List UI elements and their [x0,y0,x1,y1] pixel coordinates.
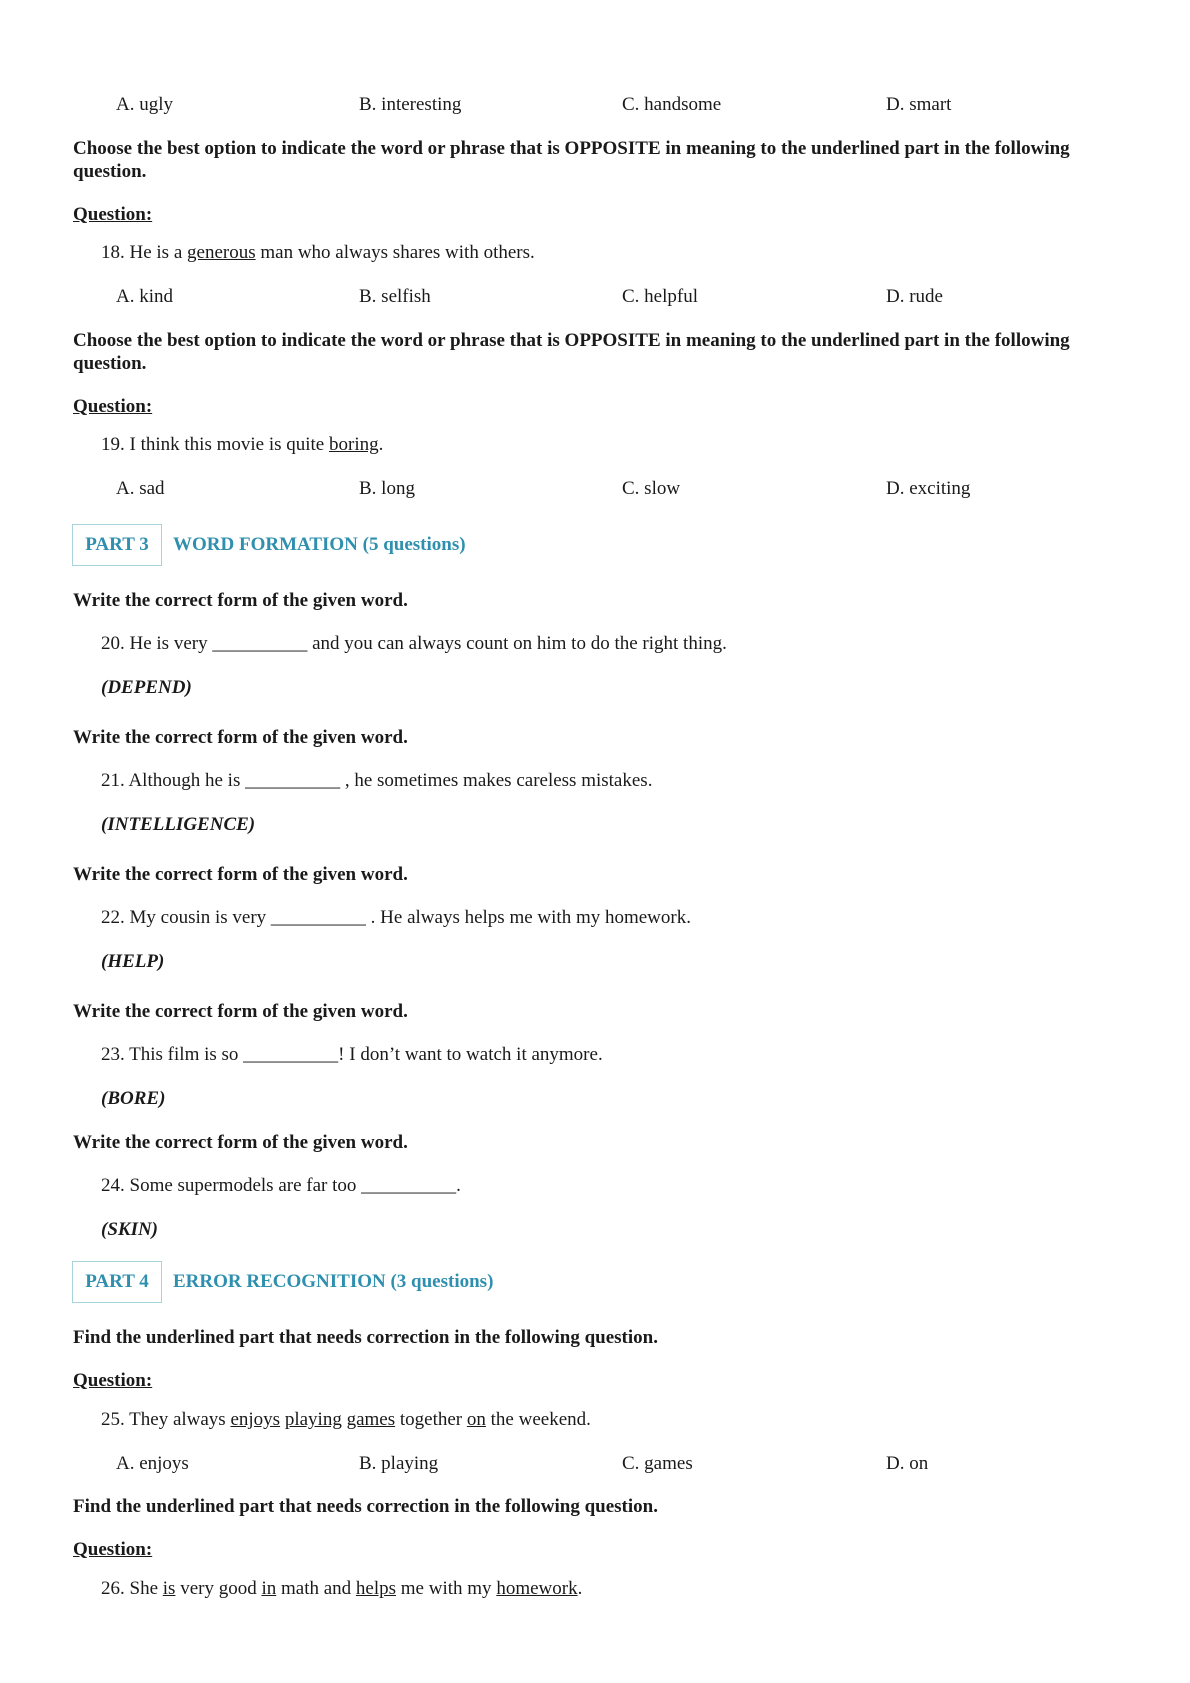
question-label: Question: [73,396,153,417]
instruction-opposite: Choose the best option to indicate the word or phrase that is OPPOSITE in meaning to the underlined part in the following question. [73,138,1070,182]
part-3-badge: PART 3 [72,524,162,566]
underlined-word: generous [187,242,256,263]
question-23-word: (BORE) [101,1088,166,1109]
instruction-word-formation: Write the correct form of the given word. [73,590,408,611]
q18-option-a: A. kind [116,286,173,307]
underlined-word: in [261,1578,277,1599]
question-20-word: (DEPEND) [101,677,192,698]
underlined-word: playing [284,1409,342,1430]
question-label: Question: [73,1370,153,1391]
underlined-word: is [162,1578,176,1599]
part-4-title: ERROR RECOGNITION (3 questions) [173,1271,494,1292]
question-22-stem: 22. My cousin is very __________ . He always helps me with my homework. [101,907,691,928]
part-4-badge: PART 4 [72,1261,162,1303]
question-21-word: (INTELLIGENCE) [101,814,256,835]
instruction-opposite: Choose the best option to indicate the word or phrase that is OPPOSITE in meaning to the underlined part in the following question. [73,330,1070,374]
instruction-word-formation: Write the correct form of the given word. [73,1001,408,1022]
question-label: Question: [73,204,153,225]
underlined-word: boring [329,434,379,455]
question-24-word: (SKIN) [101,1219,159,1240]
q17-option-d: D. smart [886,94,952,115]
question-22-word: (HELP) [101,951,165,972]
underlined-word: homework [496,1578,578,1599]
instruction-word-formation: Write the correct form of the given word. [73,864,408,885]
q25-option-c: C. games [622,1453,693,1474]
q17-option-b: B. interesting [359,94,462,115]
q18-option-c: C. helpful [622,286,698,307]
q19-option-b: B. long [359,478,415,499]
question-24-stem: 24. Some supermodels are far too __________. [101,1175,461,1196]
q19-option-c: C. slow [622,478,681,499]
instruction-word-formation: Write the correct form of the given word. [73,727,408,748]
instruction-error-recognition: Find the underlined part that needs correction in the following question. [73,1327,658,1348]
q18-option-d: D. rude [886,286,943,307]
q25-option-d: D. on [886,1453,929,1474]
part-3-title: WORD FORMATION (5 questions) [173,534,466,555]
q19-option-d: D. exciting [886,478,971,499]
instruction-word-formation: Write the correct form of the given word. [73,1132,408,1153]
question-25-stem: 25. They always enjoys playing games together on the weekend. [101,1409,591,1430]
question-18-stem: 18. He is a generous man who always shares with others. [101,242,535,263]
underlined-word: enjoys [230,1409,281,1430]
question-label: Question: [73,1539,153,1560]
underlined-word: helps [355,1578,397,1599]
q17-option-a: A. ugly [116,94,173,115]
q18-option-b: B. selfish [359,286,431,307]
question-19-stem: 19. I think this movie is quite boring. [101,434,384,455]
q25-option-a: A. enjoys [116,1453,189,1474]
question-21-stem: 21. Although he is __________ , he sometimes makes careless mistakes. [101,770,653,791]
question-20-stem: 20. He is very __________ and you can always count on him to do the right thing. [101,633,727,654]
instruction-error-recognition: Find the underlined part that needs correction in the following question. [73,1496,658,1517]
q25-option-b: B. playing [359,1453,439,1474]
underlined-word: on [466,1409,486,1430]
q19-option-a: A. sad [116,478,165,499]
underlined-word: games [346,1409,396,1430]
question-26-stem: 26. She is very good in math and helps me with my homework. [101,1578,583,1599]
question-23-stem: 23. This film is so __________! I don’t want to watch it anymore. [101,1044,603,1065]
q17-option-c: C. handsome [622,94,722,115]
